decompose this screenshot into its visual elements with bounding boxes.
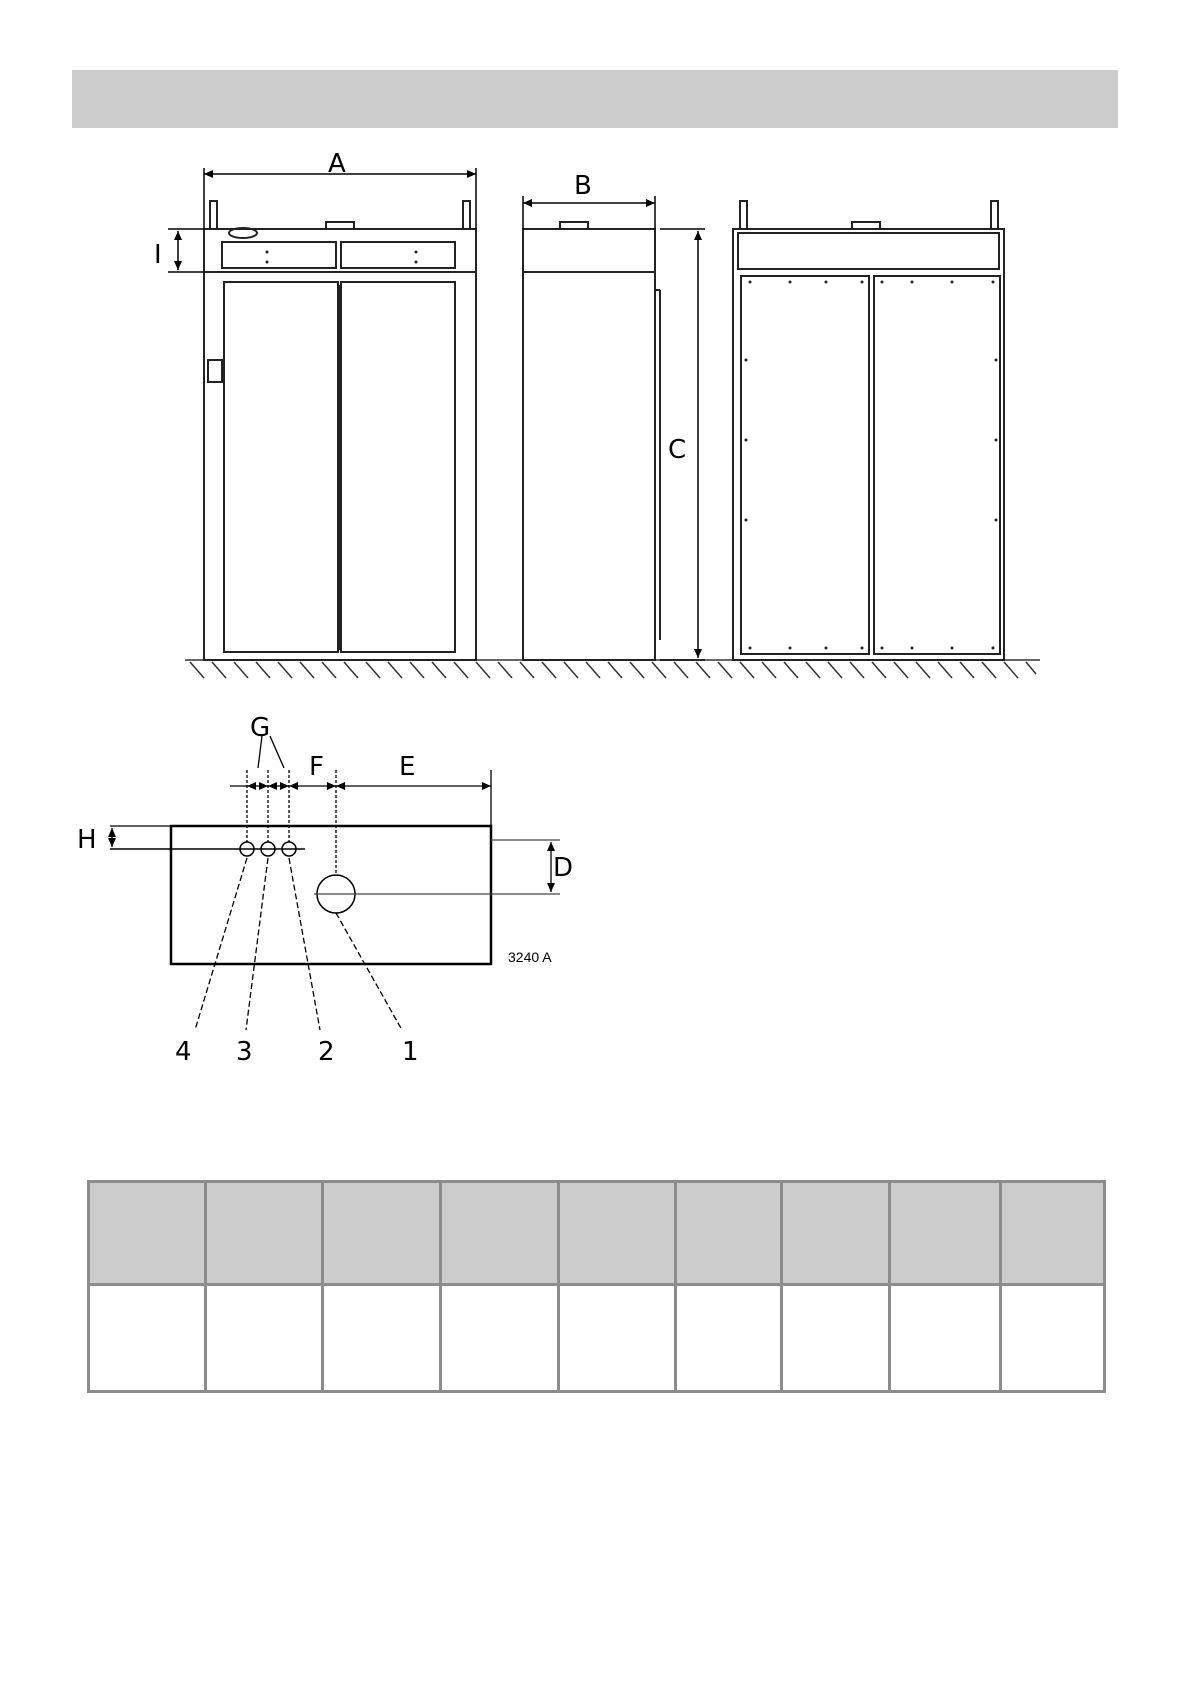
- table-header-cell: [676, 1182, 782, 1285]
- connection-number-3: 3: [236, 1037, 253, 1067]
- dimension-label-h: H: [77, 825, 97, 855]
- dimension-label-g: G: [250, 713, 271, 743]
- floor-plan: [171, 826, 491, 964]
- table-value-cell: [1001, 1285, 1105, 1392]
- ground-line: [185, 660, 1040, 678]
- dimension-label-b: B: [574, 171, 592, 201]
- table-value-cell: [559, 1285, 676, 1392]
- drawing-code: 3240 A: [508, 949, 552, 965]
- table-value-cell: [323, 1285, 441, 1392]
- connection-number-1: 1: [402, 1037, 419, 1067]
- table-header-cell: [441, 1182, 559, 1285]
- table-header-cell: [206, 1182, 323, 1285]
- table-header-cell: [323, 1182, 441, 1285]
- floor-plan-dimensions: [110, 736, 560, 1030]
- table-value-cell: [676, 1285, 782, 1392]
- table-header-row: [89, 1182, 1105, 1285]
- front-view: [204, 201, 476, 660]
- back-view-screws: [745, 281, 998, 650]
- table-value-cell: [206, 1285, 323, 1392]
- dimension-table: [87, 1180, 1106, 1393]
- connection-number-4: 4: [175, 1037, 192, 1067]
- table-header-cell: [559, 1182, 676, 1285]
- table-value-cell: [890, 1285, 1001, 1392]
- table-value-cell: [441, 1285, 559, 1392]
- dimension-label-a: A: [328, 149, 346, 179]
- table-value-cell: [89, 1285, 206, 1392]
- table-value-cell: [782, 1285, 890, 1392]
- table-value-row: [89, 1285, 1105, 1392]
- back-view: [733, 201, 1004, 660]
- floor-plan-connections: [110, 842, 355, 913]
- table-header-cell: [1001, 1182, 1105, 1285]
- dimension-label-e: E: [399, 752, 416, 782]
- dimension-label-f: F: [309, 752, 324, 782]
- table-header-cell: [89, 1182, 206, 1285]
- connection-number-2: 2: [318, 1037, 335, 1067]
- table-header-cell: [890, 1182, 1001, 1285]
- dimension-label-d: D: [553, 853, 574, 883]
- dimension-label-c: C: [668, 435, 687, 465]
- table-header-cell: [782, 1182, 890, 1285]
- dimension-label-i: I: [154, 240, 162, 270]
- side-view: [523, 222, 660, 660]
